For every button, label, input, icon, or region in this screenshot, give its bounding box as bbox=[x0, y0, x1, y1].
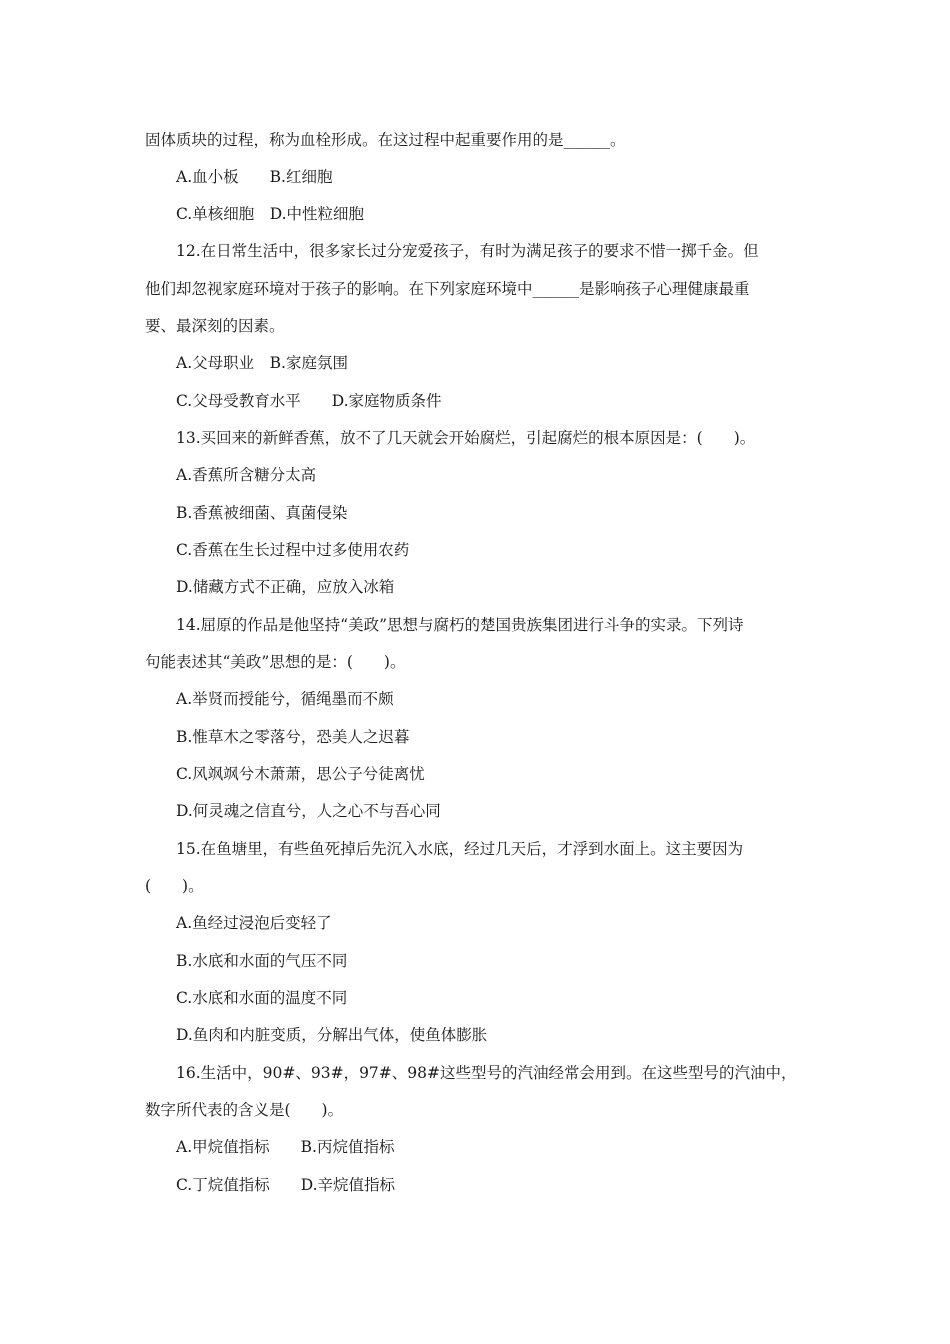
q11-options-ab: A.血小板 B.红细胞 bbox=[176, 168, 333, 186]
q15-stem-line1: 15.在鱼塘里，有些鱼死掉后先沉入水底，经过几天后，才浮到水面上。这主要因为 bbox=[176, 840, 744, 858]
q12-options-ab: A.父母职业 B.家庭氛围 bbox=[176, 354, 348, 372]
q13-option-d: D.储藏方式不正确，应放入冰箱 bbox=[176, 578, 395, 596]
q12-stem-line3: 要、最深刻的因素。 bbox=[145, 317, 285, 335]
q13-option-a: A.香蕉所含糖分太高 bbox=[176, 466, 317, 484]
q15-option-a: A.鱼经过浸泡后变轻了 bbox=[176, 914, 332, 932]
q13-option-c: C.香蕉在生长过程中过多使用农药 bbox=[176, 541, 410, 559]
q16-options-cd: C.丁烷值指标 D.辛烷值指标 bbox=[176, 1176, 396, 1194]
q12-stem-line2: 他们却忽视家庭环境对于孩子的影响。在下列家庭环境中______是影响孩子心理健康最重 bbox=[145, 280, 750, 298]
q14-stem-line1: 14.屈原的作品是他坚持“美政”思想与腐朽的楚国贵族集团进行斗争的实录。下列诗 bbox=[176, 616, 744, 634]
q11-options-cd: C.单核细胞 D.中性粒细胞 bbox=[176, 205, 365, 223]
q14-option-d: D.何灵魂之信直兮，人之心不与吾心同 bbox=[176, 802, 441, 820]
q13-stem: 13.买回来的新鲜香蕉，放不了几天就会开始腐烂，引起腐烂的根本原因是：( )。 bbox=[176, 429, 756, 447]
q16-stem-line2: 数字所代表的含义是( )。 bbox=[145, 1101, 344, 1119]
q14-option-a: A.举贤而授能兮，循绳墨而不颇 bbox=[176, 690, 394, 708]
q16-options-ab: A.甲烷值指标 B.丙烷值指标 bbox=[176, 1138, 395, 1156]
q15-option-d: D.鱼肉和内脏变质，分解出气体，使鱼体膨胀 bbox=[176, 1026, 488, 1044]
q13-option-b: B.香蕉被细菌、真菌侵染 bbox=[176, 504, 348, 522]
q15-stem-line2: ( )。 bbox=[145, 877, 204, 895]
q14-option-b: B.惟草木之零落兮，恐美人之迟暮 bbox=[176, 728, 410, 746]
q12-stem-line1: 12.在日常生活中，很多家长过分宠爱孩子，有时为满足孩子的要求不惜一掷千金。但 bbox=[176, 242, 759, 260]
q15-option-b: B.水底和水面的气压不同 bbox=[176, 952, 348, 970]
q16-stem-line1: 16.生活中，90#、93#，97#、98#这些型号的汽油经常会用到。在这些型号的汽油中， bbox=[176, 1064, 797, 1082]
q11-stem: 固体质块的过程，称为血栓形成。在这过程中起重要作用的是______。 bbox=[145, 131, 626, 149]
q14-stem-line2: 句能表述其“美政”思想的是：( )。 bbox=[145, 653, 406, 671]
q12-options-cd: C.父母受教育水平 D.家庭物质条件 bbox=[176, 392, 442, 410]
q15-option-c: C.水底和水面的温度不同 bbox=[176, 989, 348, 1007]
q14-option-c: C.风飒飒兮木萧萧，思公子兮徒离忧 bbox=[176, 765, 425, 783]
